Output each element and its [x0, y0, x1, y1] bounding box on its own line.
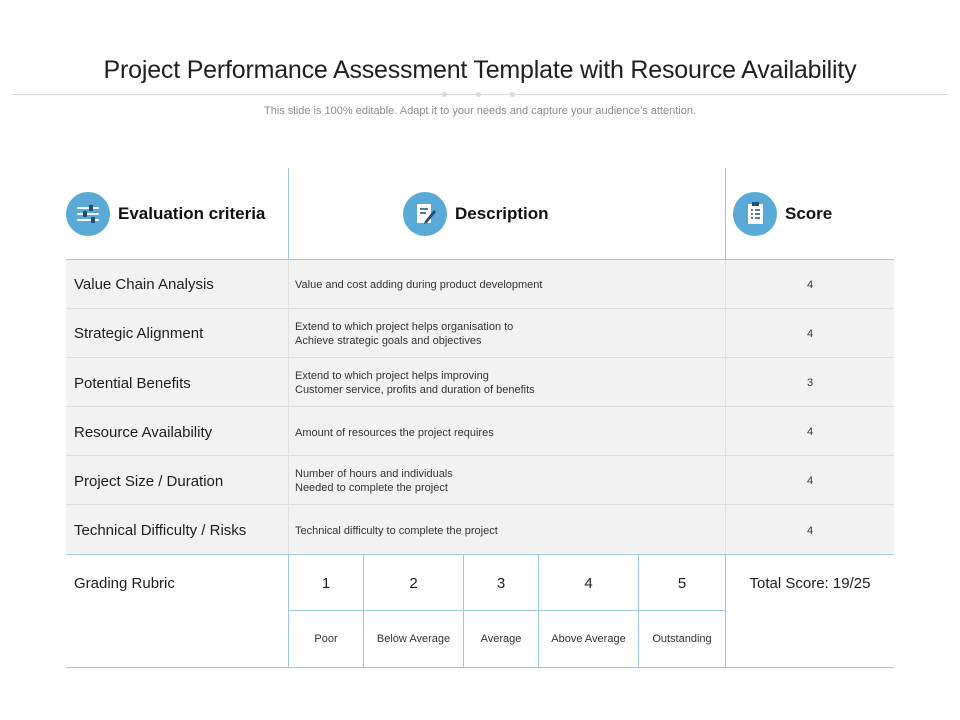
header-label: Description	[455, 204, 549, 223]
column-divider	[288, 260, 289, 554]
rubric-divider	[363, 555, 364, 667]
score-cell: 4	[806, 328, 814, 340]
rubric-divider	[538, 555, 539, 667]
grade-value: 1	[321, 575, 331, 592]
header-divider	[288, 168, 289, 260]
divider-dots	[432, 90, 528, 100]
slide-title: Project Performance Assessment Template with Resource Availability	[103, 56, 857, 84]
rubric-divider	[289, 610, 725, 611]
grade-label: Below Average	[376, 633, 451, 645]
grade-value: 5	[677, 575, 687, 592]
description-cell: Technical difficulty to complete the project	[295, 525, 498, 537]
row-divider	[66, 406, 894, 407]
edit-document-icon	[403, 192, 447, 236]
column-divider	[725, 260, 726, 554]
row-divider	[66, 259, 894, 260]
grade-label: Poor	[314, 633, 338, 645]
criteria-cell: Value Chain Analysis	[74, 276, 214, 293]
grade-label: Average	[480, 633, 522, 645]
sliders-icon	[66, 192, 110, 236]
header-score	[733, 168, 832, 260]
grade-value: 2	[409, 575, 418, 592]
row-divider	[66, 455, 894, 456]
criteria-cell: Project Size / Duration	[74, 473, 224, 490]
row-divider	[66, 554, 894, 555]
criteria-cell: Potential Benefits	[74, 375, 191, 392]
description-cell: Amount of resources the project requires	[295, 427, 494, 439]
header-evaluation-criteria	[66, 168, 265, 260]
header-divider	[725, 168, 726, 260]
description-cell: Number of hours and individuals Needed to complete the project	[295, 468, 453, 494]
score-cell: 4	[806, 279, 814, 291]
rubric-divider	[725, 555, 726, 667]
grade-label: Above Average	[551, 633, 626, 645]
score-cell: 4	[806, 475, 814, 487]
slide-subtitle: This slide is 100% editable. Adapt it to your needs and capture your audience's attention.	[264, 105, 696, 117]
criteria-cell: Resource Availability	[74, 424, 213, 441]
row-divider	[66, 357, 894, 358]
row-divider	[66, 308, 894, 309]
rubric-divider	[288, 555, 289, 667]
total-score: Total Score: 19/25	[749, 575, 871, 592]
rubric-label: Grading Rubric	[74, 575, 175, 592]
score-cell: 4	[806, 426, 814, 438]
grade-value: 3	[496, 575, 506, 592]
rubric-divider	[463, 555, 464, 667]
description-cell: Extend to which project helps organisation to Achieve strategic goals and objectives	[295, 321, 514, 347]
score-cell: 4	[806, 525, 814, 537]
description-cell: Extend to which project helps improving Customer service, profits and duration of benefits	[295, 370, 535, 396]
header-description	[403, 168, 549, 260]
header-label: Score	[785, 204, 833, 223]
score-cell: 3	[806, 377, 814, 389]
header-label: Evaluation criteria	[118, 204, 266, 223]
checklist-icon	[733, 192, 777, 236]
grade-label: Outstanding	[652, 633, 712, 645]
row-divider	[66, 504, 894, 505]
criteria-cell: Strategic Alignment	[74, 325, 204, 342]
rubric-divider	[638, 555, 639, 667]
description-cell: Value and cost adding during product development	[295, 279, 543, 291]
table-bottom-rule	[66, 667, 894, 668]
criteria-cell: Technical Difficulty / Risks	[74, 522, 247, 539]
grade-value: 4	[584, 575, 593, 592]
